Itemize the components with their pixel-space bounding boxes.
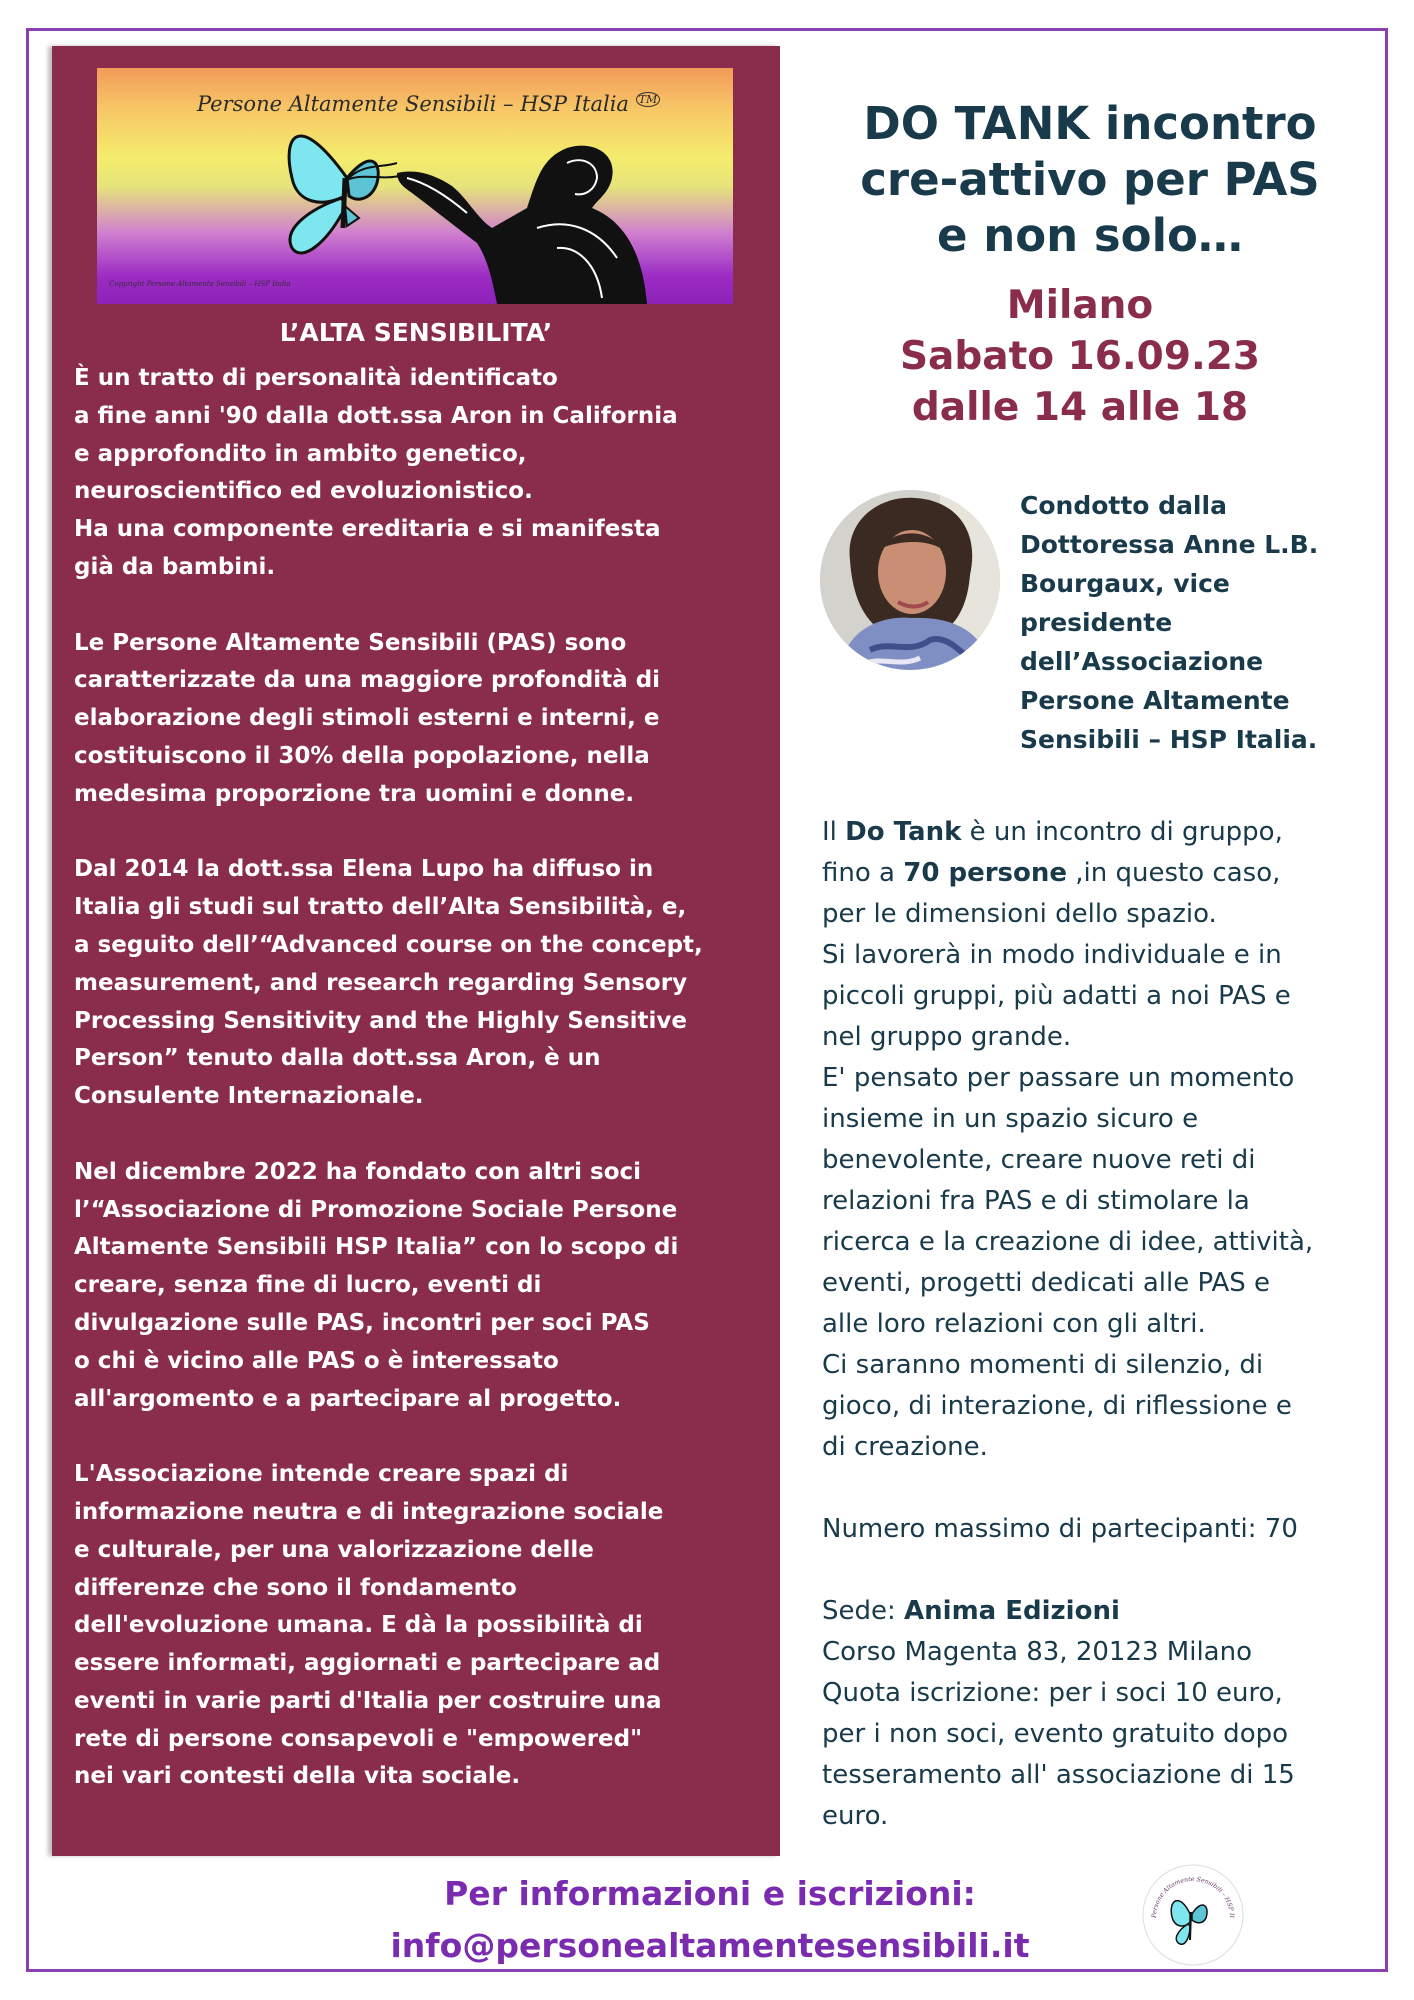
intro-text-cont: è un incontro di gruppo, fino a bbox=[822, 817, 1283, 888]
conductor-info: Condotto dalla Dottoressa Anne L.B. Bourgaux, vice presidente dell’Associazione Persone Altamente Sensibili – HSP Italia. bbox=[1020, 491, 1319, 754]
paragraph-elena-lupo: Dal 2014 la dott.ssa Elena Lupo ha diffuso in Italia gli studi sul tratto dell’Alta Sensibilità, e, a seguito dell’“Advanced course on the concept, measurement, and research regarding Sensory Processing Sensitivity and the Highly Sensitive Person” tenuto dalla dott.ssa Aron, è un Consulente Internazionale. bbox=[74, 856, 703, 1110]
left-body-text bbox=[74, 360, 764, 1834]
paragraph-trait: È un tratto di personalità identificato a fine anni '90 dalla dott.ssa Aron in California e approfondito in ambito genetico, neuroscientifico ed evoluzionistico. Ha una componente ereditaria e si manifesta già da bambini. bbox=[74, 365, 678, 580]
paragraph-association-mission: L'Associazione intende creare spazi di informazione neutra e di integrazione sociale e culturale, per una valorizzazione delle differenze che sono il fondamento dell'evoluzione umana. E dà la possibilità di essere informati, aggiornati e partecipare ad eventi in varie parti d'Italia per costruire una rete di persone consapevoli e "empowered" nei vari contesti della vita sociale. bbox=[74, 1461, 664, 1790]
section-heading: L’ALTA SENSIBILITA’ bbox=[279, 318, 553, 347]
logo-text: Persone Altamente Sensibili – HSP It bbox=[1150, 1875, 1236, 1919]
association-banner bbox=[97, 68, 733, 304]
venue-address: Corso Magenta 83, 20123 Milano bbox=[822, 1637, 1252, 1667]
do-tank-emphasis: Do Tank bbox=[845, 817, 962, 847]
description-text bbox=[822, 812, 1382, 1468]
participants-limit: Numero massimo di partecipanti: 70 bbox=[822, 1514, 1298, 1544]
paragraph-pas: Le Persone Altamente Sensibili (PAS) sono caratterizzate da una maggiore profondità di elaborazione degli stimoli esterni e interni, e costituiscono il 30% della popolazione, nella medesima proporzione tra uomini e donne. bbox=[74, 629, 661, 807]
banner-title: Persone Altamente Sensibili – HSP Italia ™ bbox=[197, 92, 660, 116]
venue-name: Anima Edizioni bbox=[904, 1596, 1120, 1626]
trademark-symbol: TM bbox=[636, 92, 661, 107]
max-people-emphasis: 70 persone bbox=[903, 858, 1068, 888]
event-description bbox=[822, 812, 1382, 1837]
portrait-photo bbox=[820, 490, 1000, 670]
registration-fee: Quota iscrizione: per i soci 10 euro, per i non soci, evento gratuito dopo tesseramento all' associazione di 15 euro. bbox=[822, 1678, 1295, 1831]
intro-text: Il bbox=[822, 817, 846, 847]
event-title: DO TANK incontro cre-attivo per PAS e non solo… bbox=[860, 97, 1320, 262]
left-info-panel bbox=[52, 46, 780, 1856]
description-body: ,in questo caso, per le dimensioni dello spazio. Si lavorerà in modo individuale e in piccoli gruppi, più adatti a noi PAS e nel gruppo grande. E' pensato per passare un momento insieme in un spazio sicuro e benevolente, creare nuove reti di relazioni fra PAS e di stimolare la ricerca e la creazione di idee, attività, eventi, progetti dedicati alle PAS e alle loro relazioni con gli altri. Ci saranno momenti di silenzio, di gioco, di interazione, di riflessione e di creazione. bbox=[822, 858, 1314, 1462]
avatar bbox=[820, 490, 1000, 670]
human-figure-icon bbox=[397, 146, 647, 304]
contact-footer bbox=[300, 1868, 1120, 1972]
venue-label: Sede: bbox=[822, 1596, 905, 1626]
info-label: Per informazioni e iscrizioni: bbox=[444, 1874, 976, 1913]
paragraph-association-founding: Nel dicembre 2022 ha fondato con altri soci l’“Associazione di Promozione Sociale Persone Altamente Sensibili HSP Italia” con lo scopo di creare, senza fine di lucro, eventi di divulgazione sulle PAS, incontri per soci PAS o chi è vicino alle PAS o è interessato all'argomento e a partecipare al progetto. bbox=[74, 1158, 679, 1412]
association-logo bbox=[1140, 1862, 1246, 1968]
banner-copyright: Copyright Persone Altamente Sensibili – HSP Italia bbox=[109, 280, 291, 288]
contact-email-link[interactable]: info@personealtamentesensibili.it bbox=[390, 1926, 1030, 1965]
butterfly-icon bbox=[289, 136, 399, 253]
venue-line bbox=[822, 1591, 1382, 1632]
event-date-location: Milano Sabato 16.09.23 dalle 14 alle 18 bbox=[899, 283, 1261, 430]
